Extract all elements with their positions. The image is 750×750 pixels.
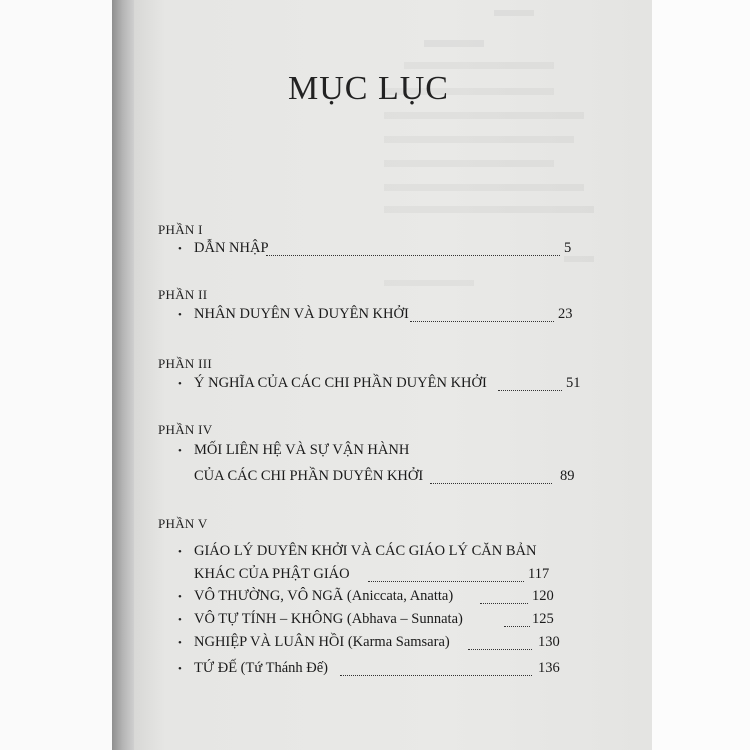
book-page (134, 0, 652, 750)
bullet-icon: • (178, 378, 182, 390)
part-label: PHẦN III (158, 356, 213, 371)
part-label: PHẦN I (158, 222, 203, 237)
toc-entry-page: 89 (560, 468, 575, 484)
toc-entry-title[interactable]: NGHIỆP VÀ LUÂN HỒI (Karma Samsara) (194, 634, 450, 650)
dot-leader (340, 675, 532, 676)
dot-leader (410, 321, 554, 322)
toc-entry-page: 125 (532, 611, 554, 627)
dot-leader (266, 255, 560, 256)
bullet-icon: • (178, 546, 182, 558)
dot-leader (480, 603, 528, 604)
right-margin (652, 0, 750, 750)
bullet-icon: • (178, 591, 182, 603)
toc-entry-page: 117 (528, 566, 550, 582)
toc-title: MỤC LỤC (288, 70, 449, 107)
toc-entry-title-continued[interactable]: KHÁC CỦA PHẬT GIÁO (194, 566, 350, 582)
part-label: PHẦN IV (158, 422, 213, 437)
bullet-icon: • (178, 663, 182, 675)
toc-entry-title[interactable]: Ý NGHĨA CỦA CÁC CHI PHẦN DUYÊN KHỞI (194, 375, 487, 391)
book-spine-shadow (112, 0, 134, 750)
toc-entry-title[interactable]: NHÂN DUYÊN VÀ DUYÊN KHỞI (194, 306, 409, 322)
bullet-icon: • (178, 309, 182, 321)
toc-entry-title[interactable]: MỐI LIÊN HỆ VÀ SỰ VẬN HÀNH (194, 442, 410, 458)
bullet-icon: • (178, 637, 182, 649)
bullet-icon: • (178, 243, 182, 255)
dot-leader (504, 626, 530, 627)
toc-entry-title[interactable]: VÔ TỰ TÍNH – KHÔNG (Abhava – Sunnata) (194, 611, 463, 627)
toc-entry-title[interactable]: GIÁO LÝ DUYÊN KHỞI VÀ CÁC GIÁO LÝ CĂN BẢN (194, 543, 537, 559)
toc-entry-title[interactable]: TỨ ĐẾ (Tứ Thánh Đế) (194, 660, 328, 676)
bullet-icon: • (178, 445, 182, 457)
bullet-icon: • (178, 614, 182, 626)
dot-leader (430, 483, 552, 484)
toc-entry-page: 51 (566, 375, 581, 391)
toc-entry-page: 136 (538, 660, 560, 676)
dot-leader (468, 649, 532, 650)
toc-entry-title[interactable]: VÔ THƯỜNG, VÔ NGÃ (Aniccata, Anatta) (194, 588, 454, 604)
toc-entry-page: 5 (564, 240, 572, 256)
toc-entry-title-continued[interactable]: CỦA CÁC CHI PHẦN DUYÊN KHỞI (194, 468, 424, 484)
toc-entry-page: 23 (558, 306, 573, 322)
dot-leader (368, 581, 524, 582)
dot-leader (498, 390, 562, 391)
toc-entry-page: 130 (538, 634, 560, 650)
toc-entry-page: 120 (532, 588, 554, 604)
toc-entry-title[interactable]: DẪN NHẬP (194, 240, 269, 256)
part-label: PHẦN V (158, 516, 208, 531)
part-label: PHẦN II (158, 287, 208, 302)
